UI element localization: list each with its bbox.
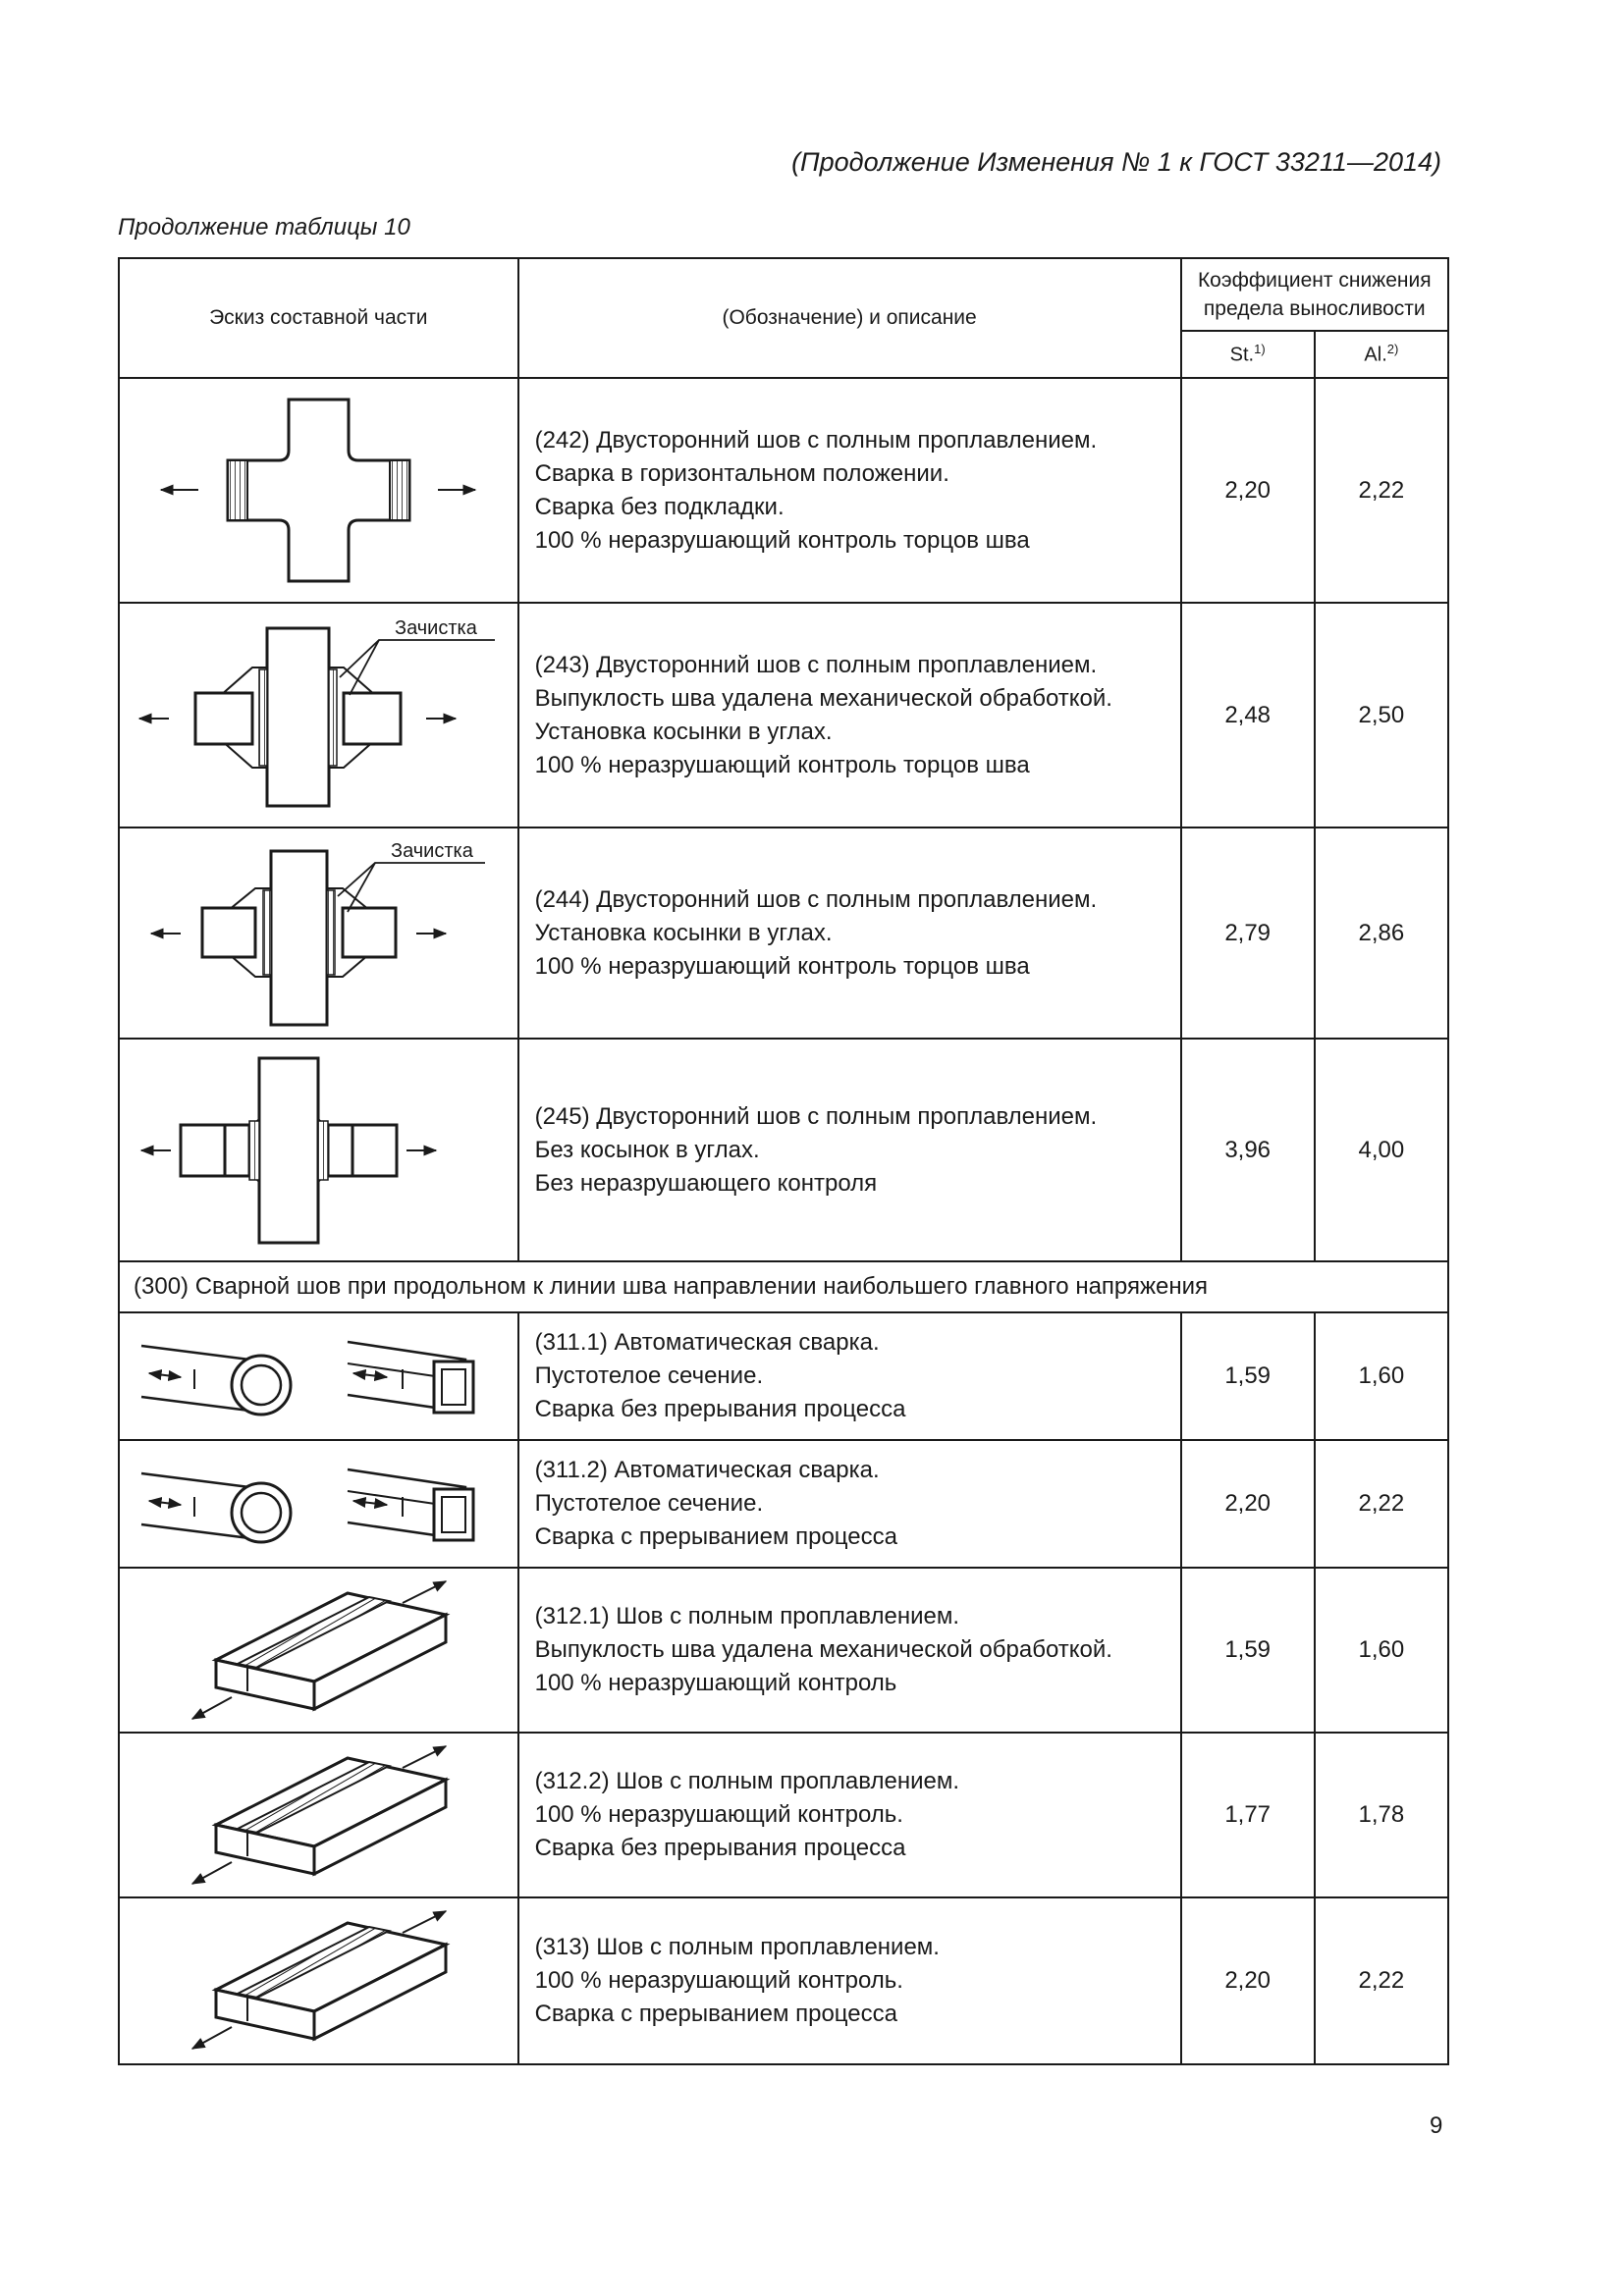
sketch-butt-plate [119, 1568, 518, 1733]
sketch-butt-plate [119, 1733, 518, 1897]
row-description: (242) Двусторонний шов с полным проплавлением. Сварка в горизонтальном положении. Сварка без подкладки. 100 % неразрушающий контроль торцов шва [518, 378, 1181, 603]
row-description: (245) Двусторонний шов с полным проплавлением. Без косынок в углах. Без неразрушающего контроля [518, 1039, 1181, 1261]
row-description: (243) Двусторонний шов с полным проплавлением. Выпуклость шва удалена механической обработкой. Установка косынки в углах. 100 % неразрушающий контроль торцов шва [518, 603, 1181, 828]
welds-table [118, 257, 1449, 2065]
row-description: (311.1) Автоматическая сварка. Пустотелое сечение. Сварка без прерывания процесса [518, 1312, 1181, 1440]
sketch-cruciform-gusset [119, 828, 518, 1039]
table-caption: Продолжение таблицы 10 [118, 214, 410, 240]
sketch-hollow-sections [119, 1440, 518, 1568]
cleanup-label: Зачистка [391, 840, 474, 862]
value-steel: 2,20 [1181, 1897, 1315, 2064]
value-aluminium: 2,22 [1315, 378, 1448, 603]
sketch-cruciform-plain [119, 1039, 518, 1261]
table-row [119, 1312, 1448, 1440]
row-description: (311.2) Автоматическая сварка. Пустотелое сечение. Сварка с прерыванием процесса [518, 1440, 1181, 1568]
table-row [119, 1897, 1448, 2064]
value-aluminium: 1,60 [1315, 1312, 1448, 1440]
header-steel: St.$^{1)}$ [1181, 331, 1315, 378]
value-aluminium: 2,50 [1315, 603, 1448, 828]
value-aluminium: 2,22 [1315, 1440, 1448, 1568]
section-row [119, 1261, 1448, 1312]
sketch-cross-joint [119, 378, 518, 603]
value-steel: 2,20 [1181, 378, 1315, 603]
cleanup-label: Зачистка [395, 617, 478, 639]
section-title: (300) Сварной шов при продольном к линии шва направлении наибольшего главного напряжения [119, 1261, 1448, 1312]
sketch-cruciform-gusset [119, 603, 518, 828]
value-steel: 2,48 [1181, 603, 1315, 828]
value-aluminium: 1,78 [1315, 1733, 1448, 1897]
value-aluminium: 1,60 [1315, 1568, 1448, 1733]
value-aluminium: 2,22 [1315, 1897, 1448, 2064]
sketch-butt-plate [119, 1897, 518, 2064]
table-row [119, 378, 1448, 603]
table-row [119, 1440, 1448, 1568]
sketch-hollow-sections [119, 1312, 518, 1440]
value-steel: 1,59 [1181, 1568, 1315, 1733]
row-description: (313) Шов с полным проплавлением. 100 % неразрушающий контроль. Сварка с прерыванием процесса [518, 1897, 1181, 2064]
value-steel: 1,59 [1181, 1312, 1315, 1440]
continuation-header: (Продолжение Изменения № 1 к ГОСТ 33211—2014) [791, 147, 1441, 177]
row-description: (312.2) Шов с полным проплавлением. 100 % неразрушающий контроль. Сварка без прерывания процесса [518, 1733, 1181, 1897]
page-number: 9 [1430, 2112, 1443, 2139]
header-description: (Обозначение) и описание [518, 258, 1181, 378]
value-steel: 2,79 [1181, 828, 1315, 1039]
table-row [119, 828, 1448, 1039]
value-steel: 3,96 [1181, 1039, 1315, 1261]
table-row [119, 603, 1448, 828]
value-aluminium: 2,86 [1315, 828, 1448, 1039]
row-description: (244) Двусторонний шов с полным проплавлением. Установка косынки в углах. 100 % неразрушающий контроль торцов шва [518, 828, 1181, 1039]
header-sketch: Эскиз составной части [119, 258, 518, 378]
header-coefficient: Коэффициент снижения предела выносливости [1181, 258, 1448, 331]
value-steel: 2,20 [1181, 1440, 1315, 1568]
value-steel: 1,77 [1181, 1733, 1315, 1897]
table-row [119, 1733, 1448, 1897]
value-aluminium: 4,00 [1315, 1039, 1448, 1261]
table-row [119, 1039, 1448, 1261]
row-description: (312.1) Шов с полным проплавлением. Выпуклость шва удалена механической обработкой. 100 % неразрушающий контроль [518, 1568, 1181, 1733]
table-row [119, 1568, 1448, 1733]
header-aluminium: Al.$^{2)}$ [1315, 331, 1448, 378]
